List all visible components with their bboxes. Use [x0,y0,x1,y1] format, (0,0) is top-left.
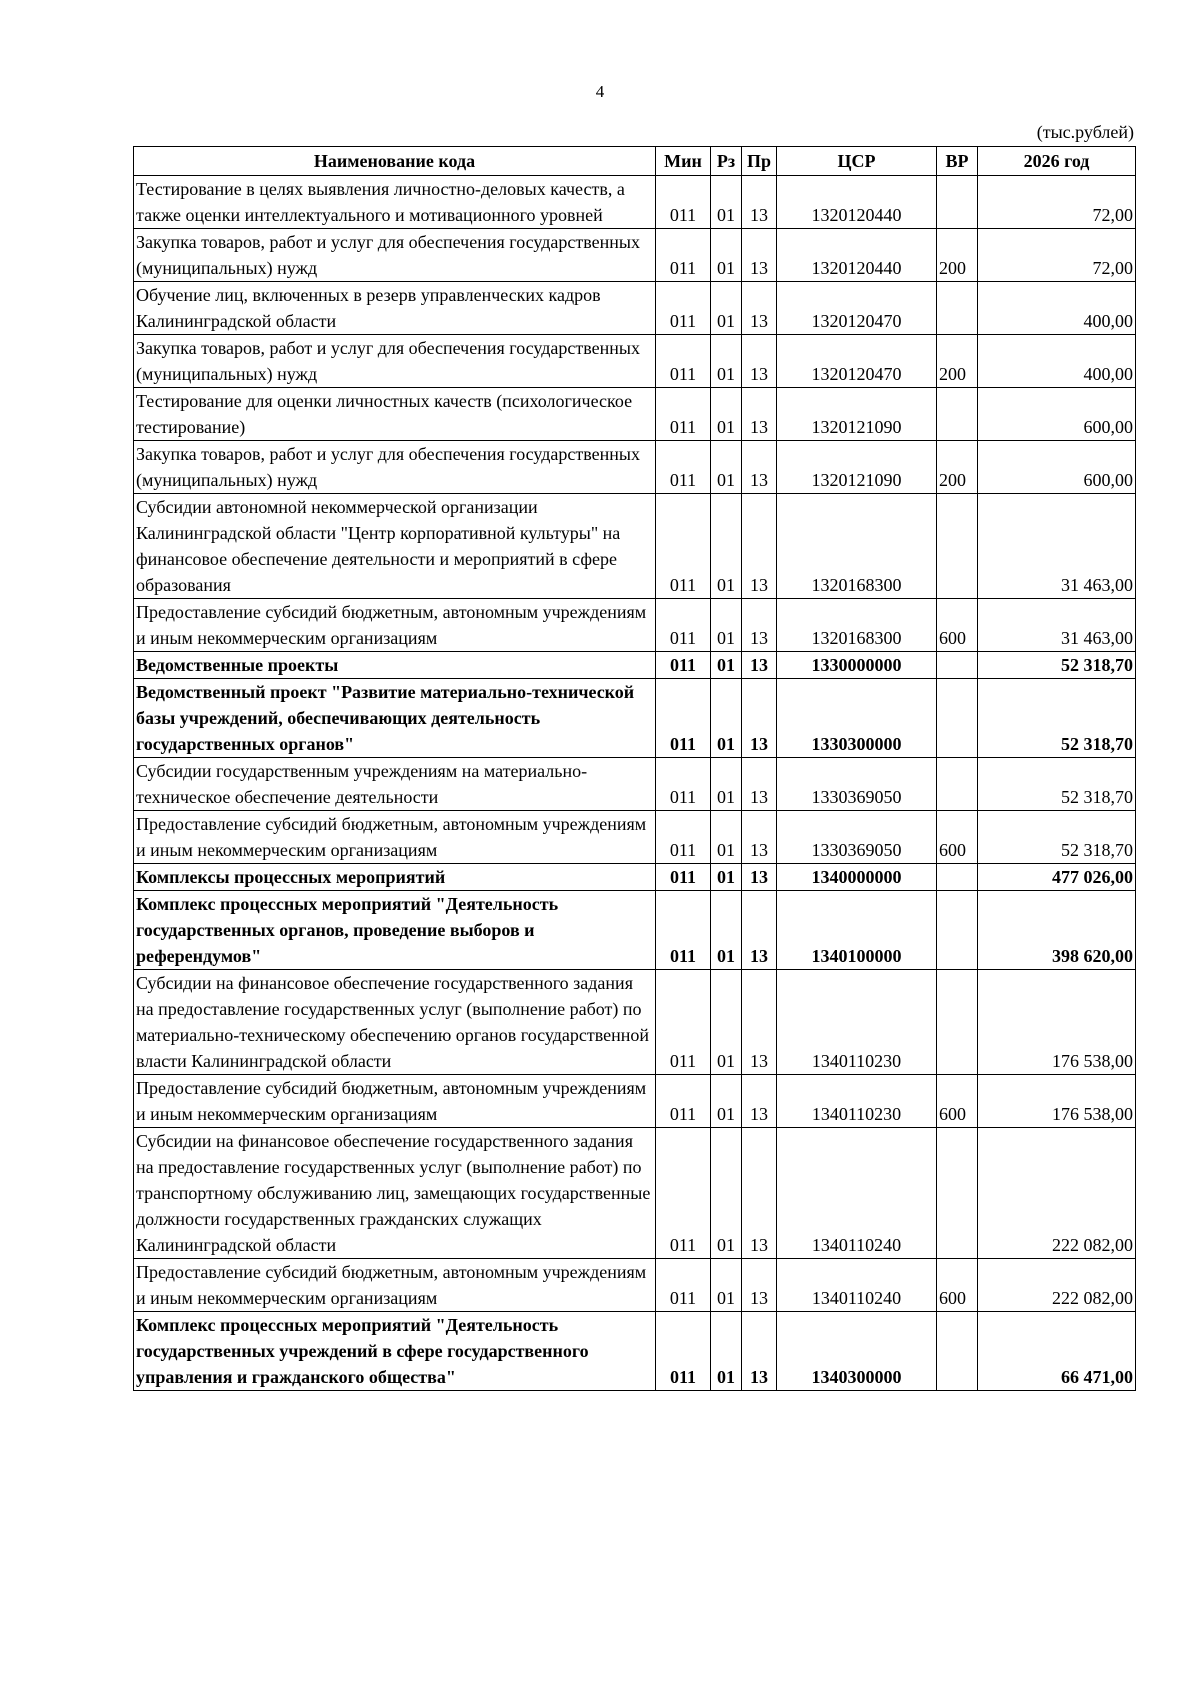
cell-csr: 1320120440 [777,176,937,229]
cell-min: 011 [656,864,711,891]
table-row [134,388,1136,441]
cell-pr: 13 [742,335,777,388]
table-row [134,1128,1136,1259]
cell-rz: 01 [711,335,742,388]
cell-csr: 1330369050 [777,811,937,864]
cell-sum: 176 538,00 [978,970,1136,1075]
cell-vr [937,891,978,970]
cell-name: Предоставление субсидий бюджетным, автономным учреждениям и иным некоммерческим организациям [134,599,656,652]
page-number: 4 [595,82,605,101]
cell-csr: 1340110240 [777,1259,937,1312]
cell-rz: 01 [711,1259,742,1312]
cell-sum: 31 463,00 [978,599,1136,652]
table-body [134,176,1136,1391]
cell-vr: 600 [937,811,978,864]
cell-sum: 600,00 [978,441,1136,494]
cell-min: 011 [656,282,711,335]
cell-name: Субсидии автономной некоммерческой организации Калининградской области "Центр корпоративной культуры" на финансовое обеспечение деятельности и мероприятий в сфере образования [134,494,656,599]
cell-vr [937,282,978,335]
cell-rz: 01 [711,282,742,335]
cell-min: 011 [656,229,711,282]
cell-rz: 01 [711,652,742,679]
cell-csr: 1320168300 [777,494,937,599]
cell-sum: 222 082,00 [978,1128,1136,1259]
cell-pr: 13 [742,891,777,970]
cell-pr: 13 [742,1128,777,1259]
cell-min: 011 [656,652,711,679]
table-row [134,335,1136,388]
table-row [134,1312,1136,1391]
cell-rz: 01 [711,441,742,494]
cell-name: Комплексы процессных мероприятий [134,864,656,891]
cell-csr: 1320120440 [777,229,937,282]
cell-vr [937,494,978,599]
cell-pr: 13 [742,229,777,282]
cell-min: 011 [656,811,711,864]
table-row [134,599,1136,652]
cell-rz: 01 [711,1312,742,1391]
table-row [134,891,1136,970]
cell-name: Предоставление субсидий бюджетным, автономным учреждениям и иным некоммерческим организациям [134,1259,656,1312]
cell-sum: 66 471,00 [978,1312,1136,1391]
cell-rz: 01 [711,176,742,229]
cell-min: 011 [656,494,711,599]
cell-pr: 13 [742,388,777,441]
cell-vr [937,1312,978,1391]
cell-rz: 01 [711,229,742,282]
cell-pr: 13 [742,1075,777,1128]
cell-min: 011 [656,679,711,758]
cell-sum: 398 620,00 [978,891,1136,970]
cell-pr: 13 [742,758,777,811]
cell-csr: 1320121090 [777,441,937,494]
cell-vr [937,758,978,811]
cell-min: 011 [656,1312,711,1391]
cell-min: 011 [656,1259,711,1312]
cell-rz: 01 [711,864,742,891]
cell-name: Субсидии государственным учреждениям на материально-техническое обеспечение деятельности [134,758,656,811]
cell-sum: 72,00 [978,229,1136,282]
cell-sum: 600,00 [978,388,1136,441]
cell-vr: 600 [937,1259,978,1312]
cell-min: 011 [656,335,711,388]
cell-sum: 31 463,00 [978,494,1136,599]
cell-sum: 72,00 [978,176,1136,229]
cell-vr: 200 [937,335,978,388]
table-row [134,441,1136,494]
cell-name: Комплекс процессных мероприятий "Деятельность государственных учреждений в сфере государственного управления и гражданского общества" [134,1312,656,1391]
cell-sum: 52 318,70 [978,679,1136,758]
cell-csr: 1330300000 [777,679,937,758]
cell-min: 011 [656,1128,711,1259]
cell-name: Тестирование в целях выявления личностно-деловых качеств, а также оценки интеллектуального и мотивационного уровней [134,176,656,229]
table-row [134,970,1136,1075]
cell-sum: 52 318,70 [978,758,1136,811]
cell-csr: 1320120470 [777,282,937,335]
header-rz: Рз [711,147,742,176]
cell-vr [937,864,978,891]
cell-rz: 01 [711,494,742,599]
cell-pr: 13 [742,282,777,335]
table-row [134,758,1136,811]
cell-name: Закупка товаров, работ и услуг для обеспечения государственных (муниципальных) нужд [134,441,656,494]
cell-sum: 52 318,70 [978,652,1136,679]
budget-table [133,146,1136,1391]
table-row [134,811,1136,864]
cell-pr: 13 [742,441,777,494]
table-row [134,1075,1136,1128]
cell-pr: 13 [742,652,777,679]
cell-csr: 1340110240 [777,1128,937,1259]
cell-pr: 13 [742,494,777,599]
cell-csr: 1320121090 [777,388,937,441]
cell-csr: 1340000000 [777,864,937,891]
cell-rz: 01 [711,811,742,864]
cell-sum: 176 538,00 [978,1075,1136,1128]
cell-pr: 13 [742,970,777,1075]
cell-pr: 13 [742,1312,777,1391]
table-row [134,494,1136,599]
table-row [134,652,1136,679]
cell-csr: 1340110230 [777,1075,937,1128]
cell-pr: 13 [742,176,777,229]
cell-min: 011 [656,970,711,1075]
cell-sum: 477 026,00 [978,864,1136,891]
cell-pr: 13 [742,811,777,864]
cell-sum: 222 082,00 [978,1259,1136,1312]
cell-min: 011 [656,1075,711,1128]
cell-name: Предоставление субсидий бюджетным, автономным учреждениям и иным некоммерческим организациям [134,1075,656,1128]
cell-vr: 600 [937,599,978,652]
cell-vr [937,176,978,229]
cell-name: Тестирование для оценки личностных качеств (психологическое тестирование) [134,388,656,441]
cell-min: 011 [656,388,711,441]
cell-min: 011 [656,891,711,970]
cell-pr: 13 [742,679,777,758]
cell-name: Предоставление субсидий бюджетным, автономным учреждениям и иным некоммерческим организациям [134,811,656,864]
cell-vr: 600 [937,1075,978,1128]
cell-rz: 01 [711,599,742,652]
cell-sum: 400,00 [978,282,1136,335]
cell-rz: 01 [711,1075,742,1128]
cell-rz: 01 [711,388,742,441]
table-row [134,282,1136,335]
cell-vr: 200 [937,441,978,494]
cell-min: 011 [656,599,711,652]
cell-min: 011 [656,441,711,494]
table-row [134,864,1136,891]
cell-vr [937,679,978,758]
cell-name: Закупка товаров, работ и услуг для обеспечения государственных (муниципальных) нужд [134,229,656,282]
cell-vr: 200 [937,229,978,282]
cell-sum: 400,00 [978,335,1136,388]
cell-name: Закупка товаров, работ и услуг для обеспечения государственных (муниципальных) нужд [134,335,656,388]
units-label: (тыс.рублей) [1036,122,1134,142]
cell-rz: 01 [711,758,742,811]
cell-csr: 1340100000 [777,891,937,970]
header-pr: Пр [742,147,777,176]
header-year: 2026 год [978,147,1136,176]
table-row [134,229,1136,282]
cell-min: 011 [656,758,711,811]
cell-name: Комплекс процессных мероприятий "Деятельность государственных органов, проведение выборов и референдумов" [134,891,656,970]
cell-sum: 52 318,70 [978,811,1136,864]
cell-min: 011 [656,176,711,229]
cell-name: Ведомственные проекты [134,652,656,679]
cell-name: Ведомственный проект "Развитие материально-технической базы учреждений, обеспечивающих деятельность государственных органов" [134,679,656,758]
cell-pr: 13 [742,599,777,652]
table-row [134,1259,1136,1312]
header-csr: ЦСР [777,147,937,176]
cell-csr: 1330000000 [777,652,937,679]
cell-vr [937,970,978,1075]
cell-rz: 01 [711,1128,742,1259]
cell-csr: 1330369050 [777,758,937,811]
cell-pr: 13 [742,1259,777,1312]
header-name: Наименование кода [134,147,656,176]
cell-vr [937,1128,978,1259]
cell-csr: 1340300000 [777,1312,937,1391]
header-min: Мин [656,147,711,176]
cell-csr: 1320120470 [777,335,937,388]
cell-vr [937,652,978,679]
cell-vr [937,388,978,441]
cell-name: Субсидии на финансовое обеспечение государственного задания на предоставление государственных услуг (выполнение работ) по транспортному обслуживанию лиц, замещающих государственные должности государственных гражданских служащих Калининградской области [134,1128,656,1259]
cell-rz: 01 [711,970,742,1075]
cell-csr: 1320168300 [777,599,937,652]
header-vr: ВР [937,147,978,176]
cell-pr: 13 [742,864,777,891]
cell-csr: 1340110230 [777,970,937,1075]
cell-rz: 01 [711,679,742,758]
cell-rz: 01 [711,891,742,970]
cell-name: Субсидии на финансовое обеспечение государственного задания на предоставление государственных услуг (выполнение работ) по материально-техническому обеспечению органов государственной власти Калининградской области [134,970,656,1075]
table-header-row [134,147,1136,176]
table-row [134,679,1136,758]
cell-name: Обучение лиц, включенных в резерв управленческих кадров Калининградской области [134,282,656,335]
table-row [134,176,1136,229]
